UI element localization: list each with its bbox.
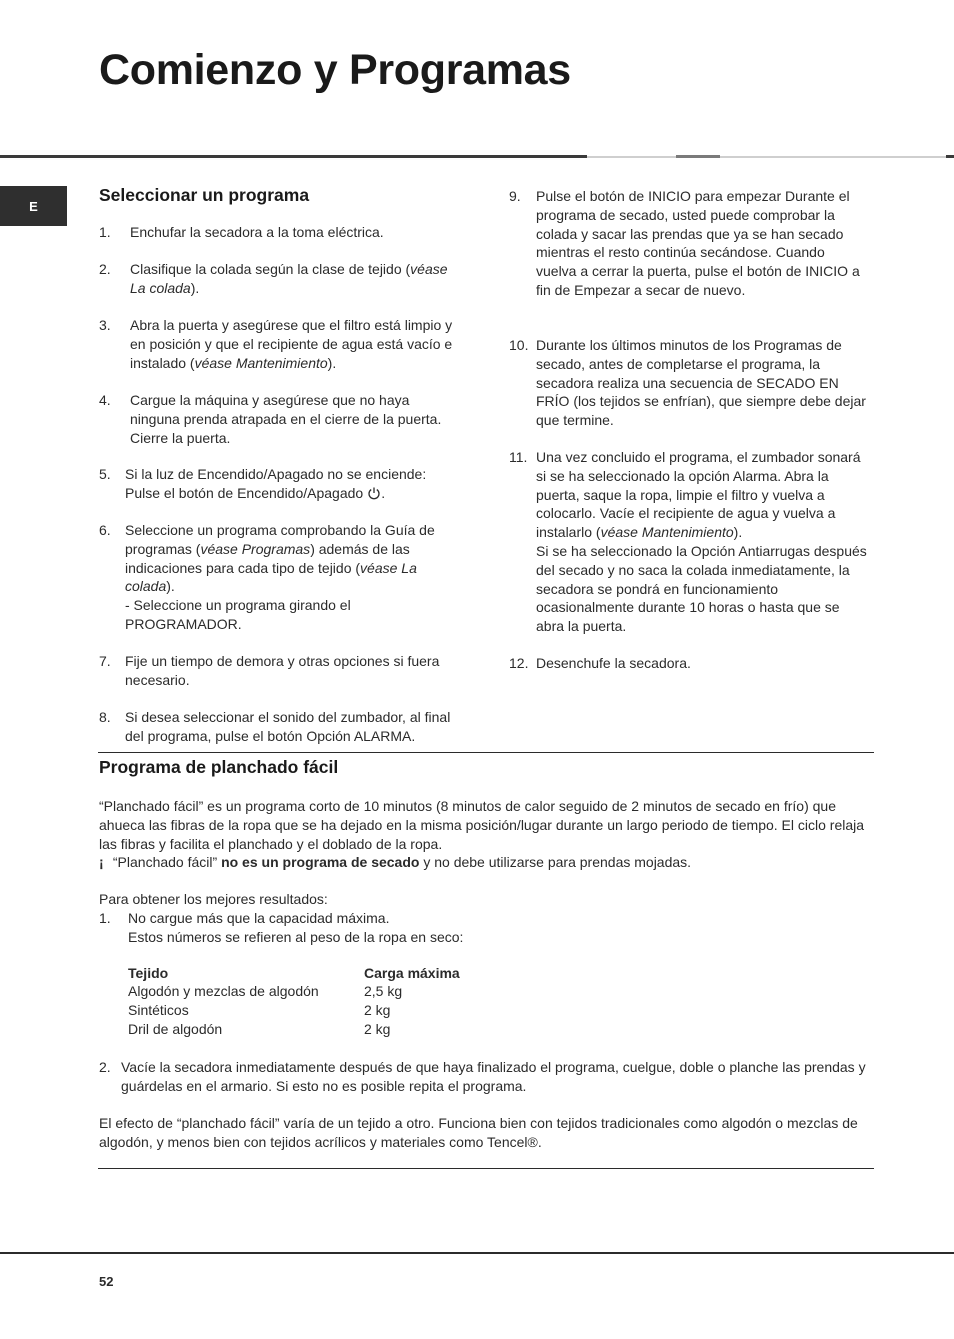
section-divider (98, 752, 874, 753)
list-item: 1. No cargue más que la capacidad máxima. Estos números se refieren al peso de la ropa en seco: (99, 910, 464, 945)
page-title: Comienzo y Programas (99, 46, 571, 94)
section-heading: Programa de planchado fácil (99, 757, 339, 777)
page-number: 52 (99, 1274, 114, 1289)
cross-reference: véase Mantenimiento (194, 354, 328, 371)
list-item: 2. Vacíe la secadora inmediatamente después de que haya finalizado el programa, cuelgue, doble o planche las prendas y guárdelas en el armario. Si esto no es posible repita el programa. (99, 1059, 866, 1094)
best-results-label: Para obtener los mejores resultados: (99, 891, 328, 907)
list-item: 11. Una vez concluido el programa, el zumbador sonará si se ha seleccionado la opción Alarma. Abra la puerta, saque la ropa, limpie el filtro y vuelva a colocarlo. Vacíe el recipiente de agua y vuelva a instalarlo (véase Mantenimiento). Si se ha seleccionado la Opción Antiarrugas después del secado y no saca la colada inmediatamente, la secadora se pondrá en funcionamiento ocasionalmente durante 10 horas o hasta que se abra la puerta. (509, 449, 867, 635)
closing-paragraph: El efecto de “planchado fácil” varía de un tejido a otro. Funciona bien con tejidos tradicionales como algodón o mezclas de algodón, y menos bien con tejidos acrílicos y materiales como Tencel®. (99, 1115, 858, 1150)
section-divider (98, 1168, 874, 1169)
table-row: Dril de algodón 2 kg (128, 1021, 391, 1037)
footer-rule (0, 1252, 954, 1254)
list-item: 12. Desenchufe la secadora. (509, 655, 691, 671)
header-rule-segment (676, 155, 720, 158)
table-header: Tejido Carga máxima (128, 965, 460, 981)
header-rule-segment (720, 156, 946, 158)
list-item: 1. Enchufar la secadora a la toma eléctrica. (99, 224, 384, 240)
header-rule-segment (946, 155, 954, 158)
intro-paragraph: “Planchado fácil” es un programa corto de 10 minutos (8 minutos de calor seguido de 2 minutos de secado en frío) que ahueca las fibras de la ropa que se ha dejado en la misma posición/lugar durante un largo periodo de tiempo. El ciclo relaja las fibras y facilita el planchado y el doblado de la ropa. (99, 798, 865, 852)
list-item: 5. Si la luz de Encendido/Apagado no se enciende: Pulse el botón de Encendido/Apagado . (99, 466, 427, 501)
cross-reference: véase La colada (125, 559, 417, 595)
language-tab: E (0, 186, 67, 226)
power-icon (367, 486, 381, 500)
list-item: 4. Cargue la máquina y asegúrese que no haya ninguna prenda atrapada en el cierre de la puerta. Cierre la puerta. (99, 392, 442, 446)
warning-note: ¡ “Planchado fácil” no es un programa de secado y no debe utilizarse para prendas mojadas. (99, 854, 692, 870)
warning-icon: ¡ (99, 854, 104, 870)
list-item: 9. Pulse el botón de INICIO para empezar Durante el programa de secado, usted puede comprobar la colada y sacar las prendas que ya se han secado mientras el resto continúa secándose. Cuando vuelva a cerrar la puerta, pulse el botón de INICIO a fin de Empezar a secar de nuevo. (509, 188, 860, 298)
header-rule-segment (587, 156, 676, 158)
list-item: 6. Seleccione un programa comprobando la Guía de programas (véase Programas) además de las indicaciones para cada tipo de tejido (véase La colada). - Seleccione un programa girando el PROGRAMADOR. (99, 522, 435, 632)
section-heading: Seleccionar un programa (99, 185, 310, 205)
cross-reference: véase Programas (200, 540, 311, 557)
header-rule (0, 155, 587, 158)
table-row: Sintéticos 2 kg (128, 1002, 391, 1018)
cross-reference: véase Mantenimiento (600, 524, 734, 541)
cross-reference: véase La colada (130, 261, 448, 296)
list-item: 2. Clasifique la colada según la clase de tejido (véase La colada). (99, 261, 448, 296)
list-item: 8. Si desea seleccionar el sonido del zumbador, al final del programa, pulse el botón Opción ALARMA. (99, 709, 451, 744)
list-item: 10. Durante los últimos minutos de los Programas de secado, antes de completarse el programa, la secadora realiza una secuencia de SECADO EN FRÍO (los tejidos se enfrían), que siempre debe dejar que termine. (509, 337, 866, 429)
table-row: Algodón y mezclas de algodón 2,5 kg (128, 983, 403, 999)
list-item: 3. Abra la puerta y asegúrese que el filtro está limpio y en posición y que el recipiente de agua está vacío e instalado (véase Mantenimiento). (99, 317, 453, 371)
list-item: 7. Fije un tiempo de demora y otras opciones si fuera necesario. (99, 653, 440, 688)
